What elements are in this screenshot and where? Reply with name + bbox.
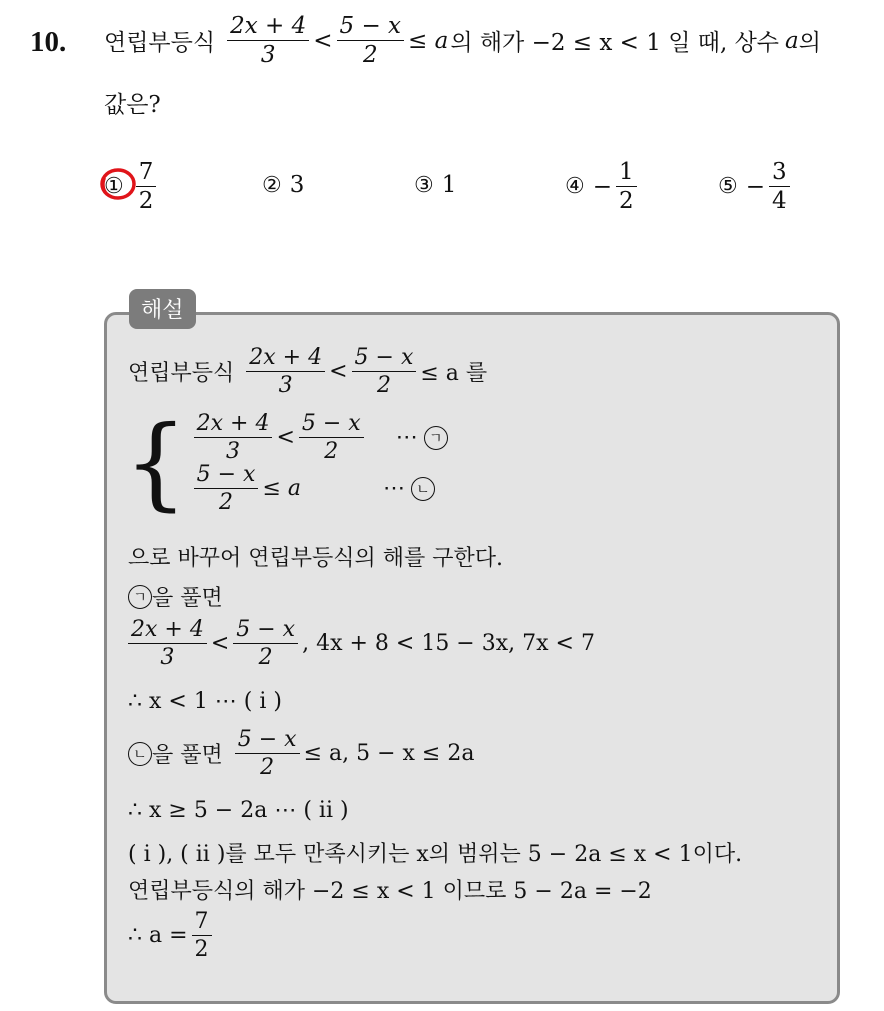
denominator: 2 xyxy=(219,490,234,516)
question-middle: 의 해가 −2 ≤ x < 1 일 때, 상수 xyxy=(450,30,780,57)
solution-tag: 해설 xyxy=(129,289,196,329)
numerator: 5 − x xyxy=(352,346,417,372)
system-row-2-tail: ≤ a xyxy=(262,476,301,502)
less-than: < xyxy=(329,359,348,385)
choice-2-marker: ② xyxy=(262,172,282,198)
solution-line-7: ∴ x ≥ 5 − 2a ⋯ ( ii ) xyxy=(128,798,349,823)
less-than: < xyxy=(276,425,295,451)
fraction-1-numerator: 2x + 4 xyxy=(227,14,309,41)
solution-line-10-fraction xyxy=(192,910,212,961)
choice-2[interactable] xyxy=(262,172,304,198)
fraction-2-numerator: 5 − x xyxy=(337,14,405,41)
inequality-system xyxy=(124,404,448,522)
choice-1-numerator: 7 xyxy=(136,160,157,187)
numerator: 5 − x xyxy=(194,463,259,489)
solution-line-1-lead: 연립부등식 xyxy=(128,361,235,387)
solution-line-4-left-fraction xyxy=(128,618,207,669)
fraction-2 xyxy=(337,14,405,67)
solution-line-2: 으로 바꾸어 연립부등식의 해를 구한다. xyxy=(128,546,503,571)
choice-3[interactable] xyxy=(414,172,456,198)
choice-5-fraction xyxy=(769,160,790,213)
numerator: 5 − x xyxy=(299,412,364,438)
ellipsis: ⋯ xyxy=(395,425,418,451)
system-row-1-right-fraction xyxy=(299,412,364,463)
choice-1-denominator: 2 xyxy=(138,188,154,215)
numerator: 2x + 4 xyxy=(194,412,273,438)
choice-5-marker: ⑤ xyxy=(718,174,738,200)
choice-5-denominator: 4 xyxy=(772,188,787,215)
numerator: 2x + 4 xyxy=(128,618,207,644)
choice-4[interactable] xyxy=(565,160,641,213)
label-nieun-icon: ㄴ xyxy=(128,742,152,766)
denominator: 2 xyxy=(194,937,209,963)
less-than: < xyxy=(313,27,333,54)
solution-line-1-fraction-1 xyxy=(246,346,325,397)
solution-line-6 xyxy=(128,728,474,779)
label-giyeok-icon: ㄱ xyxy=(128,585,152,609)
fraction-2-denominator: 2 xyxy=(362,42,378,69)
question-number: 10. xyxy=(30,26,67,58)
denominator: 2 xyxy=(260,755,275,781)
system-row-2-fraction xyxy=(194,463,259,514)
solution-line-6-fraction xyxy=(235,728,300,779)
solution-line-4 xyxy=(128,618,595,669)
solution-line-3-text: 을 풀면 xyxy=(152,586,223,611)
solution-line-4-tail: , 4x + 8 < 15 − 3x, 7x < 7 xyxy=(302,631,595,657)
denominator: 3 xyxy=(226,439,241,465)
choice-4-marker: ④ xyxy=(565,174,585,200)
solution-line-1-fraction-2 xyxy=(352,346,417,397)
le-a: ≤ a xyxy=(408,27,449,54)
denominator: 3 xyxy=(278,373,293,399)
solution-line-3 xyxy=(128,581,223,612)
question-line-1 xyxy=(104,14,821,67)
solution-line-6-tail: ≤ a, 5 − x ≤ 2a xyxy=(303,741,475,767)
choice-4-denominator: 2 xyxy=(619,188,634,215)
fraction-1 xyxy=(227,14,309,67)
numerator: 5 − x xyxy=(235,728,300,754)
system-row-2 xyxy=(190,463,448,514)
less-than: < xyxy=(210,631,230,657)
numerator: 5 − x xyxy=(233,618,298,644)
choice-2-value: 3 xyxy=(289,172,305,198)
question-end: 의 xyxy=(798,30,821,57)
choice-5-numerator: 3 xyxy=(769,160,790,187)
solution-line-5: ∴ x < 1 ⋯ ( i ) xyxy=(128,689,282,714)
denominator: 3 xyxy=(160,645,175,671)
selected-answer-circle-icon xyxy=(99,166,139,202)
solution-line-9: 연립부등식의 해가 −2 ≤ x < 1 이므로 5 − 2a = −2 xyxy=(128,879,652,904)
choice-4-numerator: 1 xyxy=(616,160,637,187)
ellipsis: ⋯ xyxy=(383,476,405,502)
choice-3-marker: ③ xyxy=(414,172,434,198)
question-line-2: 값은? xyxy=(104,92,161,118)
choice-5-sign: − xyxy=(745,173,766,200)
numerator: 2x + 4 xyxy=(246,346,325,372)
system-row-1 xyxy=(190,412,448,463)
solution-line-8: ( i ), ( ii )를 모두 만족시키는 x의 범위는 5 − 2a ≤ x < 1이다. xyxy=(128,842,743,867)
fraction-1-denominator: 3 xyxy=(260,42,276,69)
solution-line-1-tail: ≤ a 를 xyxy=(420,361,488,387)
solution-line-1 xyxy=(128,346,487,397)
denominator: 2 xyxy=(376,373,391,399)
numerator: 7 xyxy=(192,910,212,936)
choice-5[interactable] xyxy=(718,160,794,213)
label-nieun-icon: ㄴ xyxy=(411,477,435,501)
denominator: 2 xyxy=(258,645,273,671)
system-row-1-left-fraction xyxy=(194,412,273,463)
choice-4-fraction xyxy=(616,160,637,213)
denominator: 2 xyxy=(324,439,339,465)
choice-3-value: 1 xyxy=(441,172,457,198)
solution-line-10 xyxy=(128,910,216,961)
solution-line-4-right-fraction xyxy=(233,618,298,669)
label-giyeok-icon: ㄱ xyxy=(424,426,448,450)
question-lead: 연립부등식 xyxy=(104,30,216,57)
a-variable: a xyxy=(785,27,799,54)
solution-line-6-text: 을 풀면 xyxy=(152,743,223,769)
choice-4-sign: − xyxy=(592,173,613,200)
choice-1-marker: ① xyxy=(104,174,124,200)
left-brace-icon: { xyxy=(124,404,188,522)
solution-line-10-lead: ∴ a = xyxy=(128,923,188,949)
